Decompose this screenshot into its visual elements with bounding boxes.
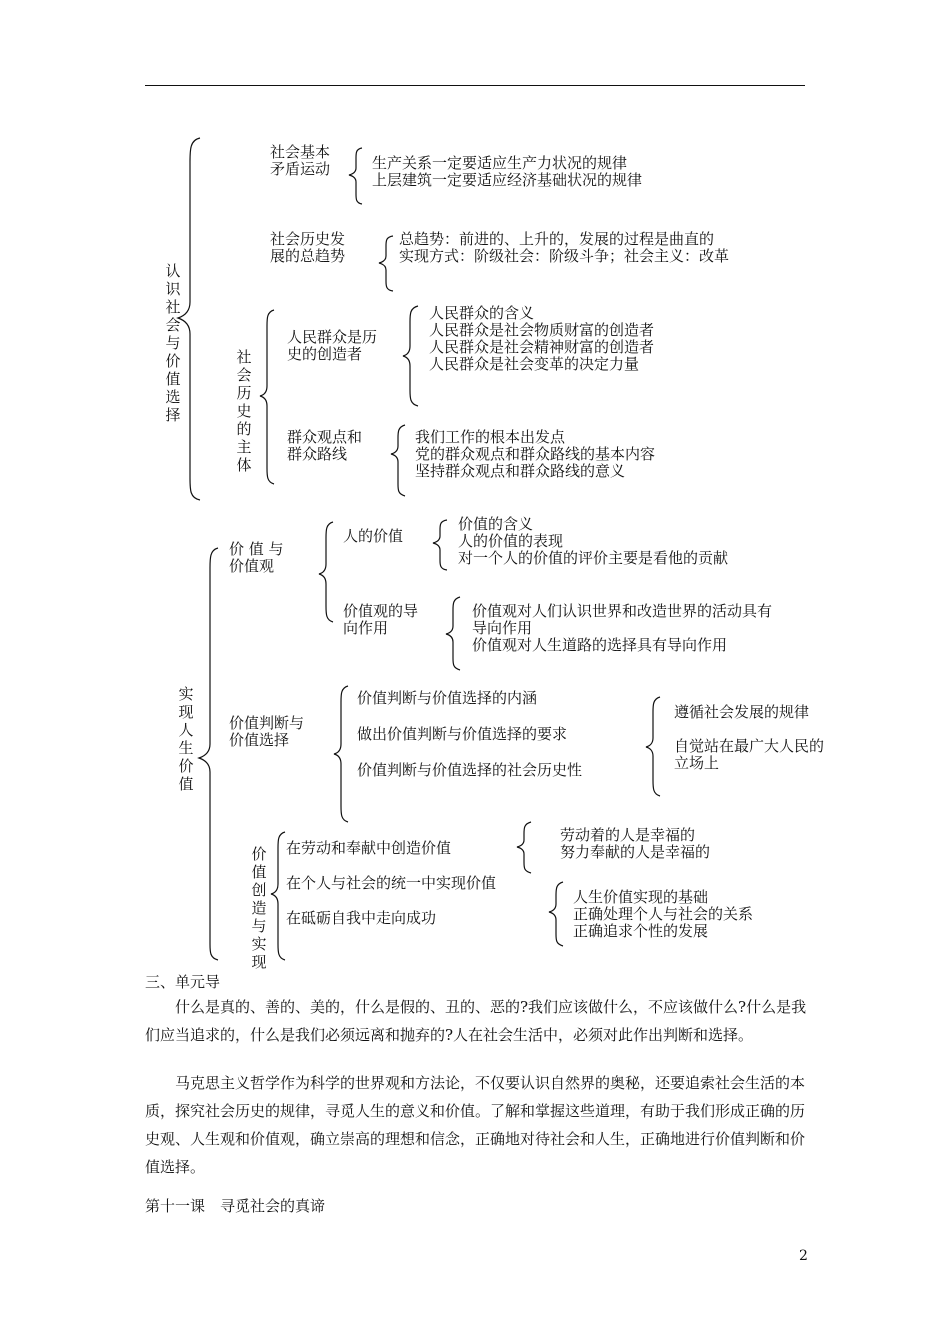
labor-item: 努力奉献的人是幸福的 (560, 843, 711, 861)
mass-line-label-line2: 群众路线 (287, 445, 348, 463)
creation-item: 在个人与社会的统一中实现价值 (286, 874, 497, 892)
intro-paragraph-2: 马克思主义哲学作为科学的世界观和方法论，不仅要认识自然界的奥秘，还要追索社会生活的本质，探究社会历史的规律，寻觅人生的意义和价值。了解和掌握这些道理，有助于我们形成正确的历史观、人生观和价值观，确立崇高的理想和信念，正确地对待社会和人生，正确地进行价值判断和价值选择。 (145, 1074, 806, 1176)
guide-item: 导向作用 (472, 619, 533, 637)
requirement-item: 立场上 (674, 754, 720, 772)
mass-line-item: 党的群众观点和群众路线的基本内容 (415, 445, 656, 463)
unity-item: 正确处理个人与社会的关系 (573, 905, 754, 923)
contradiction-label-line1: 社会基本 (270, 143, 331, 161)
judgment-label-line1: 价值判断与 (229, 714, 305, 732)
brace-map1-root (178, 138, 200, 500)
guide-item: 价值观对人生道路的选择具有导向作用 (472, 636, 728, 654)
masses-item: 人民群众是社会物质财富的创造者 (429, 321, 655, 339)
brace-labor (517, 822, 531, 873)
mass-line-item: 坚持群众观点和群众路线的意义 (415, 462, 626, 480)
human-value-item: 人的价值的表现 (458, 532, 564, 550)
contradiction-item: 生产关系一定要适应生产力状况的规律 (372, 154, 628, 172)
brace-value (319, 522, 333, 622)
masses-item: 人民群众的含义 (429, 304, 535, 322)
page-number: 2 (799, 1248, 808, 1264)
masses-item: 人民群众是社会变革的决定力量 (429, 355, 640, 373)
intro-paragraph-1: 什么是真的、善的、美的，什么是假的、丑的、恶的?我们应该做什么，不应该做什么?什么是我们应当追求的，什么是我们必须远离和抛弃的?人在社会生活中，必须对此作出判断和选择。 (145, 998, 807, 1044)
brace-unity (549, 882, 563, 946)
trend-label-line1: 社会历史发 (270, 230, 346, 248)
brace-guide (446, 597, 460, 670)
masses-item: 人民群众是社会精神财富的创造者 (429, 338, 655, 356)
human-value-item: 价值的含义 (458, 515, 534, 533)
judgment-item: 价值判断与价值选择的内涵 (357, 689, 538, 707)
contradiction-label-line2: 矛盾运动 (270, 160, 331, 178)
map2-root-label: 实现人生价值 (178, 685, 194, 793)
brace-creation (271, 832, 285, 960)
creation-item: 在劳动和奉献中创造价值 (286, 839, 452, 857)
human-value-label: 人的价值 (343, 527, 404, 545)
guide-label-line1: 价值观的导 (343, 602, 419, 620)
brace-requirements (646, 697, 660, 796)
creation-item: 在砥砺自我中走向成功 (286, 909, 437, 927)
map1-root-label: 认识社会与价值选择 (165, 262, 181, 424)
trend-item: 总趋势：前进的、上升的，发展的过程是曲直的 (399, 230, 715, 248)
judgment-item: 做出价值判断与价值选择的要求 (357, 725, 568, 743)
brace-trend (379, 236, 393, 291)
trend-label-line2: 展的总趋势 (270, 247, 346, 265)
masses-label-line2: 史的创造者 (287, 345, 363, 363)
guide-label-line2: 向作用 (343, 619, 389, 637)
value-label-line2: 价值观 (229, 557, 275, 575)
labor-item: 劳动着的人是幸福的 (560, 826, 696, 844)
contradiction-item: 上层建筑一定要适应经济基础状况的规律 (372, 171, 643, 189)
subject-label: 社会历史的主体 (236, 348, 252, 474)
mass-line-label-line1: 群众观点和 (287, 428, 363, 446)
masses-label-line1: 人民群众是历 (287, 328, 378, 346)
unity-item: 人生价值实现的基础 (573, 888, 709, 906)
mass-line-item: 我们工作的根本出发点 (415, 428, 566, 446)
judgment-label-line2: 价值选择 (229, 731, 290, 749)
brace-line (391, 425, 405, 496)
section-heading: 三、单元导 (145, 973, 221, 991)
value-label-line1: 价 值 与 (229, 540, 284, 558)
guide-item: 价值观对人们认识世界和改造世界的活动具有 (472, 602, 773, 620)
brace-map2-root (199, 548, 218, 960)
human-value-item: 对一个人的价值的评价主要是看他的贡献 (458, 549, 729, 567)
requirement-item: 遵循社会发展的规律 (674, 703, 810, 721)
unity-item: 正确追求个性的发展 (573, 922, 709, 940)
judgment-item: 价值判断与价值选择的社会历史性 (357, 761, 583, 779)
creation-label: 价值创造与实现 (251, 845, 267, 971)
brace-subject (260, 310, 274, 484)
brace-human-value (433, 520, 447, 570)
brace-masses (403, 306, 418, 406)
trend-item: 实现方式：阶级社会：阶级斗争；社会主义：改革 (399, 247, 730, 265)
requirement-item: 自觉站在最广大人民的 (674, 737, 825, 755)
brace-judgment (334, 686, 348, 822)
lesson-title: 第十一课 寻觅社会的真谛 (145, 1197, 326, 1215)
brace-contradiction (349, 148, 362, 204)
